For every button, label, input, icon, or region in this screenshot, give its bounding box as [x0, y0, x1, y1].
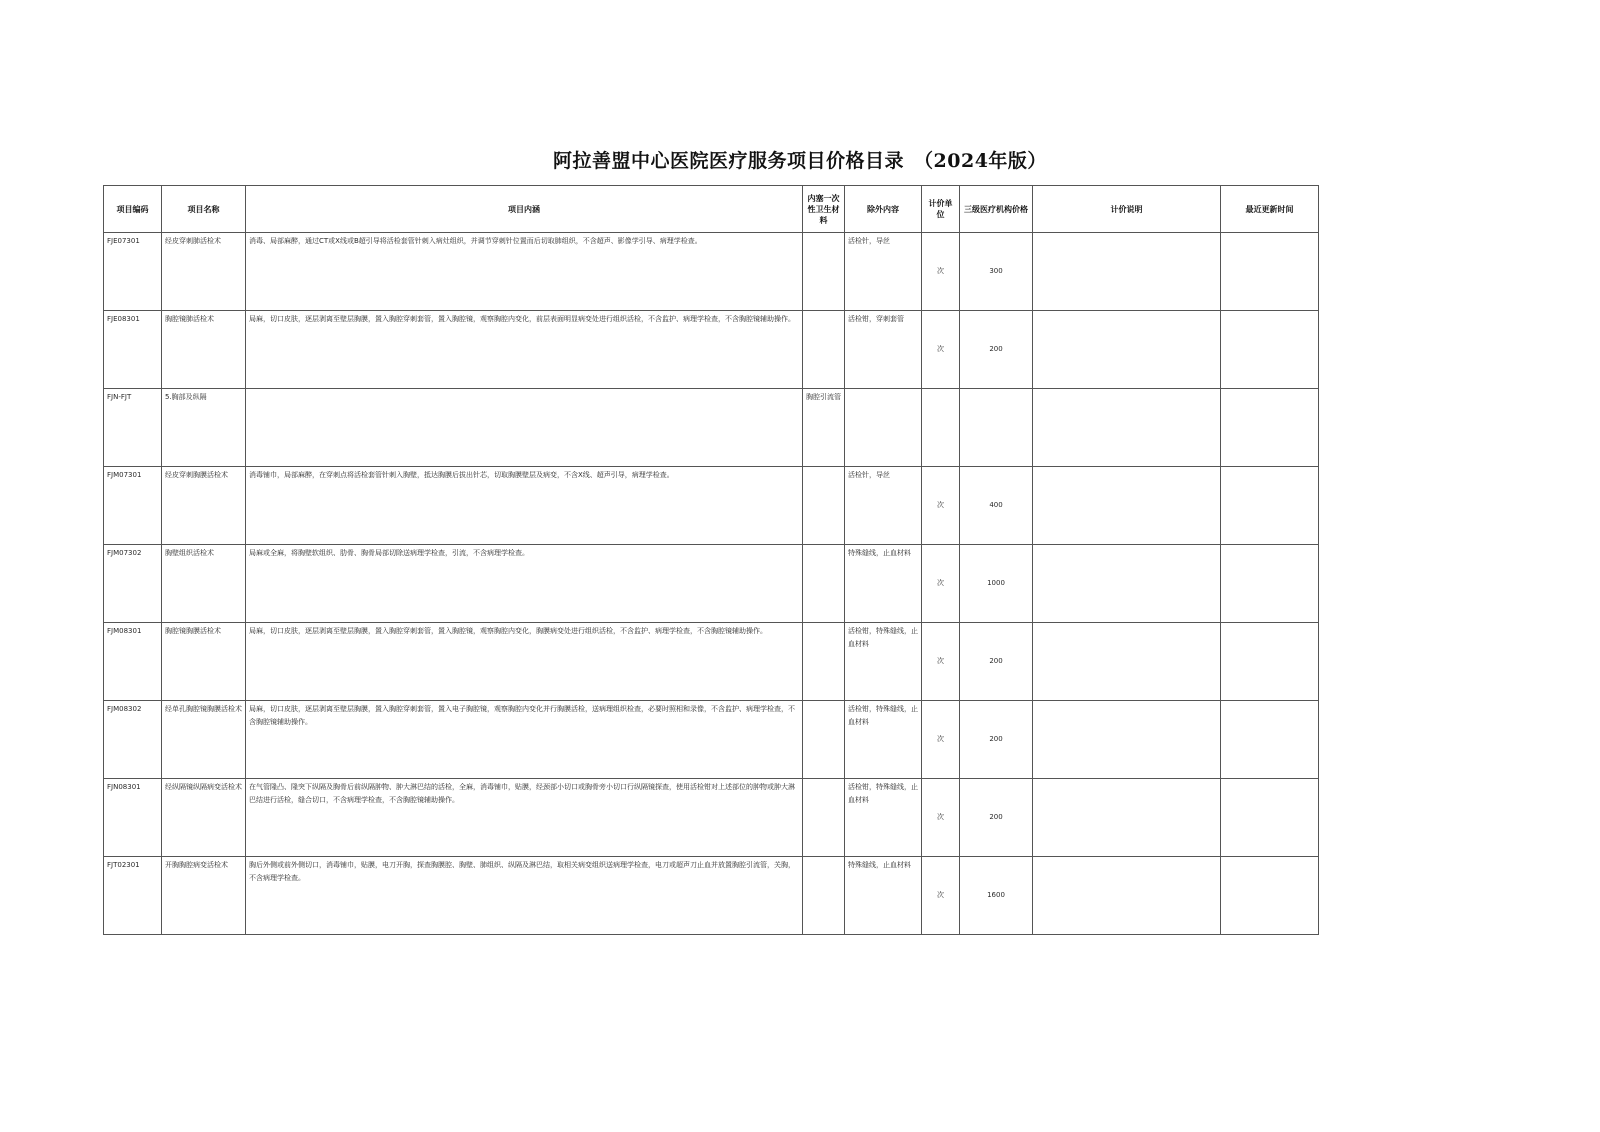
table-row [104, 311, 1319, 389]
cell-unit: 次 [922, 623, 960, 701]
cell-code: FJT02301 [104, 857, 162, 935]
cell-excluded: 特殊缝线，止血材料 [845, 857, 922, 935]
cell-content: 局麻，切口皮肤，逐层剥离至壁层胸膜，置入胸腔穿刺套管，置入胸腔镜，观察胸腔内变化，胸膜病变处进行组织活检，不含监护、病理学检查，不含胸腔镜辅助操作。 [246, 623, 803, 701]
cell-name: 胸腔镜肺活检术 [162, 311, 246, 389]
cell-code: FJM07301 [104, 467, 162, 545]
cell-unit: 次 [922, 545, 960, 623]
cell-unit: 次 [922, 701, 960, 779]
cell-materials [803, 467, 845, 545]
cell-updated [1221, 623, 1319, 701]
cell-code: FJE07301 [104, 233, 162, 311]
cell-price: 300 [960, 233, 1033, 311]
cell-materials [803, 311, 845, 389]
cell-updated [1221, 311, 1319, 389]
cell-unit: 次 [922, 233, 960, 311]
cell-name: 胸壁组织活检术 [162, 545, 246, 623]
header-name: 项目名称 [162, 186, 246, 233]
cell-content: 局麻或全麻，将胸壁软组织、肋骨、胸骨局部切除送病理学检查，引流，不含病理学检查。 [246, 545, 803, 623]
header-materials: 内塞一次性卫生材料 [803, 186, 845, 233]
cell-note [1033, 389, 1221, 467]
header-code: 项目编码 [104, 186, 162, 233]
cell-content [246, 389, 803, 467]
cell-content: 消毒、局部麻醉，通过CT或X线或B超引导将活检套管针刺入病灶组织，并调节穿刺针位置而后切取肺组织，不含超声、影像学引导、病理学检查。 [246, 233, 803, 311]
header-row [104, 186, 1319, 233]
cell-note [1033, 623, 1221, 701]
cell-excluded: 活检钳，特殊缝线，止血材料 [845, 701, 922, 779]
cell-updated [1221, 389, 1319, 467]
cell-materials [803, 545, 845, 623]
table-row [104, 857, 1319, 935]
cell-content: 局麻，切口皮肤，逐层剥离至壁层胸膜，置入胸腔穿刺套管，置入电子胸腔镜，观察胸腔内变化并行胸膜活检，送病理组织检查，必要时照相和录像，不含监护、病理学检查，不含胸腔镜辅助操作。 [246, 701, 803, 779]
cell-updated [1221, 701, 1319, 779]
cell-name: 胸腔镜胸膜活检术 [162, 623, 246, 701]
cell-name: 经皮穿刺肺活检术 [162, 233, 246, 311]
cell-price: 1000 [960, 545, 1033, 623]
cell-note [1033, 545, 1221, 623]
cell-code: FJM08301 [104, 623, 162, 701]
cell-price: 200 [960, 701, 1033, 779]
cell-updated [1221, 233, 1319, 311]
cell-excluded [845, 389, 922, 467]
cell-materials [803, 857, 845, 935]
cell-materials [803, 779, 845, 857]
cell-unit: 次 [922, 779, 960, 857]
cell-content: 胸后外侧或前外侧切口，消毒铺巾，贴膜，电刀开胸，探查胸膜腔、胸壁、肺组织、纵隔及淋巴结，取相关病变组织送病理学检查，电刀或超声刀止血并放置胸腔引流管，关胸，不含病理学检查。 [246, 857, 803, 935]
cell-name: 经皮穿刺胸膜活检术 [162, 467, 246, 545]
cell-name: 5.胸部及纵隔 [162, 389, 246, 467]
cell-materials [803, 623, 845, 701]
cell-note [1033, 701, 1221, 779]
header-price: 三级医疗机构价格 [960, 186, 1033, 233]
cell-unit [922, 389, 960, 467]
cell-excluded: 活检钳，特殊缝线，止血材料 [845, 779, 922, 857]
cell-code: FJN-FJT [104, 389, 162, 467]
cell-price: 400 [960, 467, 1033, 545]
header-unit: 计价单位 [922, 186, 960, 233]
cell-content: 局麻，切口皮肤，逐层剥离至壁层胸膜，置入胸腔穿刺套管，置入胸腔镜，观察胸腔内变化，前层表面明显病变处进行组织活检，不含监护、病理学检查，不含胸腔镜辅助操作。 [246, 311, 803, 389]
table-row [104, 545, 1319, 623]
cell-price: 1600 [960, 857, 1033, 935]
cell-materials [803, 701, 845, 779]
table-row [104, 389, 1319, 467]
cell-name: 经纵隔镜纵隔病变活检术 [162, 779, 246, 857]
cell-unit: 次 [922, 467, 960, 545]
cell-content: 消毒铺巾，局部麻醉，在穿刺点将活检套管针刺入胸壁，抵达胸膜后拔出针芯，切取胸膜壁层及病变，不含X线、超声引导，病理学检查。 [246, 467, 803, 545]
cell-price: 200 [960, 779, 1033, 857]
header-content: 项目内涵 [246, 186, 803, 233]
table-row [104, 467, 1319, 545]
cell-excluded: 活检针，导丝 [845, 467, 922, 545]
cell-updated [1221, 545, 1319, 623]
cell-note [1033, 311, 1221, 389]
cell-updated [1221, 467, 1319, 545]
cell-code: FJE08301 [104, 311, 162, 389]
cell-code: FJM07302 [104, 545, 162, 623]
table-row [104, 701, 1319, 779]
cell-updated [1221, 857, 1319, 935]
cell-materials: 胸腔引流管 [803, 389, 845, 467]
cell-code: FJM08302 [104, 701, 162, 779]
page-title: 阿拉善盟中心医院医疗服务项目价格目录 （2024年版） [553, 150, 1047, 172]
cell-excluded: 特殊缝线，止血材料 [845, 545, 922, 623]
price-catalog-table [103, 185, 1319, 935]
header-excluded: 除外内容 [845, 186, 922, 233]
cell-content: 在气管隆凸、隆突下纵隔及胸骨后前纵隔肿物、肿大淋巴结的活检，全麻，消毒铺巾，贴膜，经颈部小切口或胸骨旁小切口行纵隔镜探查，使用活检钳对上述部位的肿物或肿大淋巴结进行活检，缝合切口，不含病理学检查，不含胸腔镜辅助操作。 [246, 779, 803, 857]
table-row [104, 779, 1319, 857]
cell-note [1033, 857, 1221, 935]
table-row [104, 623, 1319, 701]
cell-price [960, 389, 1033, 467]
cell-unit: 次 [922, 857, 960, 935]
header-updated: 最近更新时间 [1221, 186, 1319, 233]
cell-note [1033, 233, 1221, 311]
cell-unit: 次 [922, 311, 960, 389]
cell-materials [803, 233, 845, 311]
cell-excluded: 活检钳，穿刺套管 [845, 311, 922, 389]
cell-code: FJN08301 [104, 779, 162, 857]
cell-note [1033, 467, 1221, 545]
cell-updated [1221, 779, 1319, 857]
table-row [104, 233, 1319, 311]
cell-name: 经单孔胸腔镜胸膜活检术 [162, 701, 246, 779]
cell-note [1033, 779, 1221, 857]
header-note: 计价说明 [1033, 186, 1221, 233]
cell-excluded: 活检针，导丝 [845, 233, 922, 311]
cell-price: 200 [960, 311, 1033, 389]
cell-name: 开胸胸腔病变活检术 [162, 857, 246, 935]
cell-price: 200 [960, 623, 1033, 701]
cell-excluded: 活检钳，特殊缝线，止血材料 [845, 623, 922, 701]
